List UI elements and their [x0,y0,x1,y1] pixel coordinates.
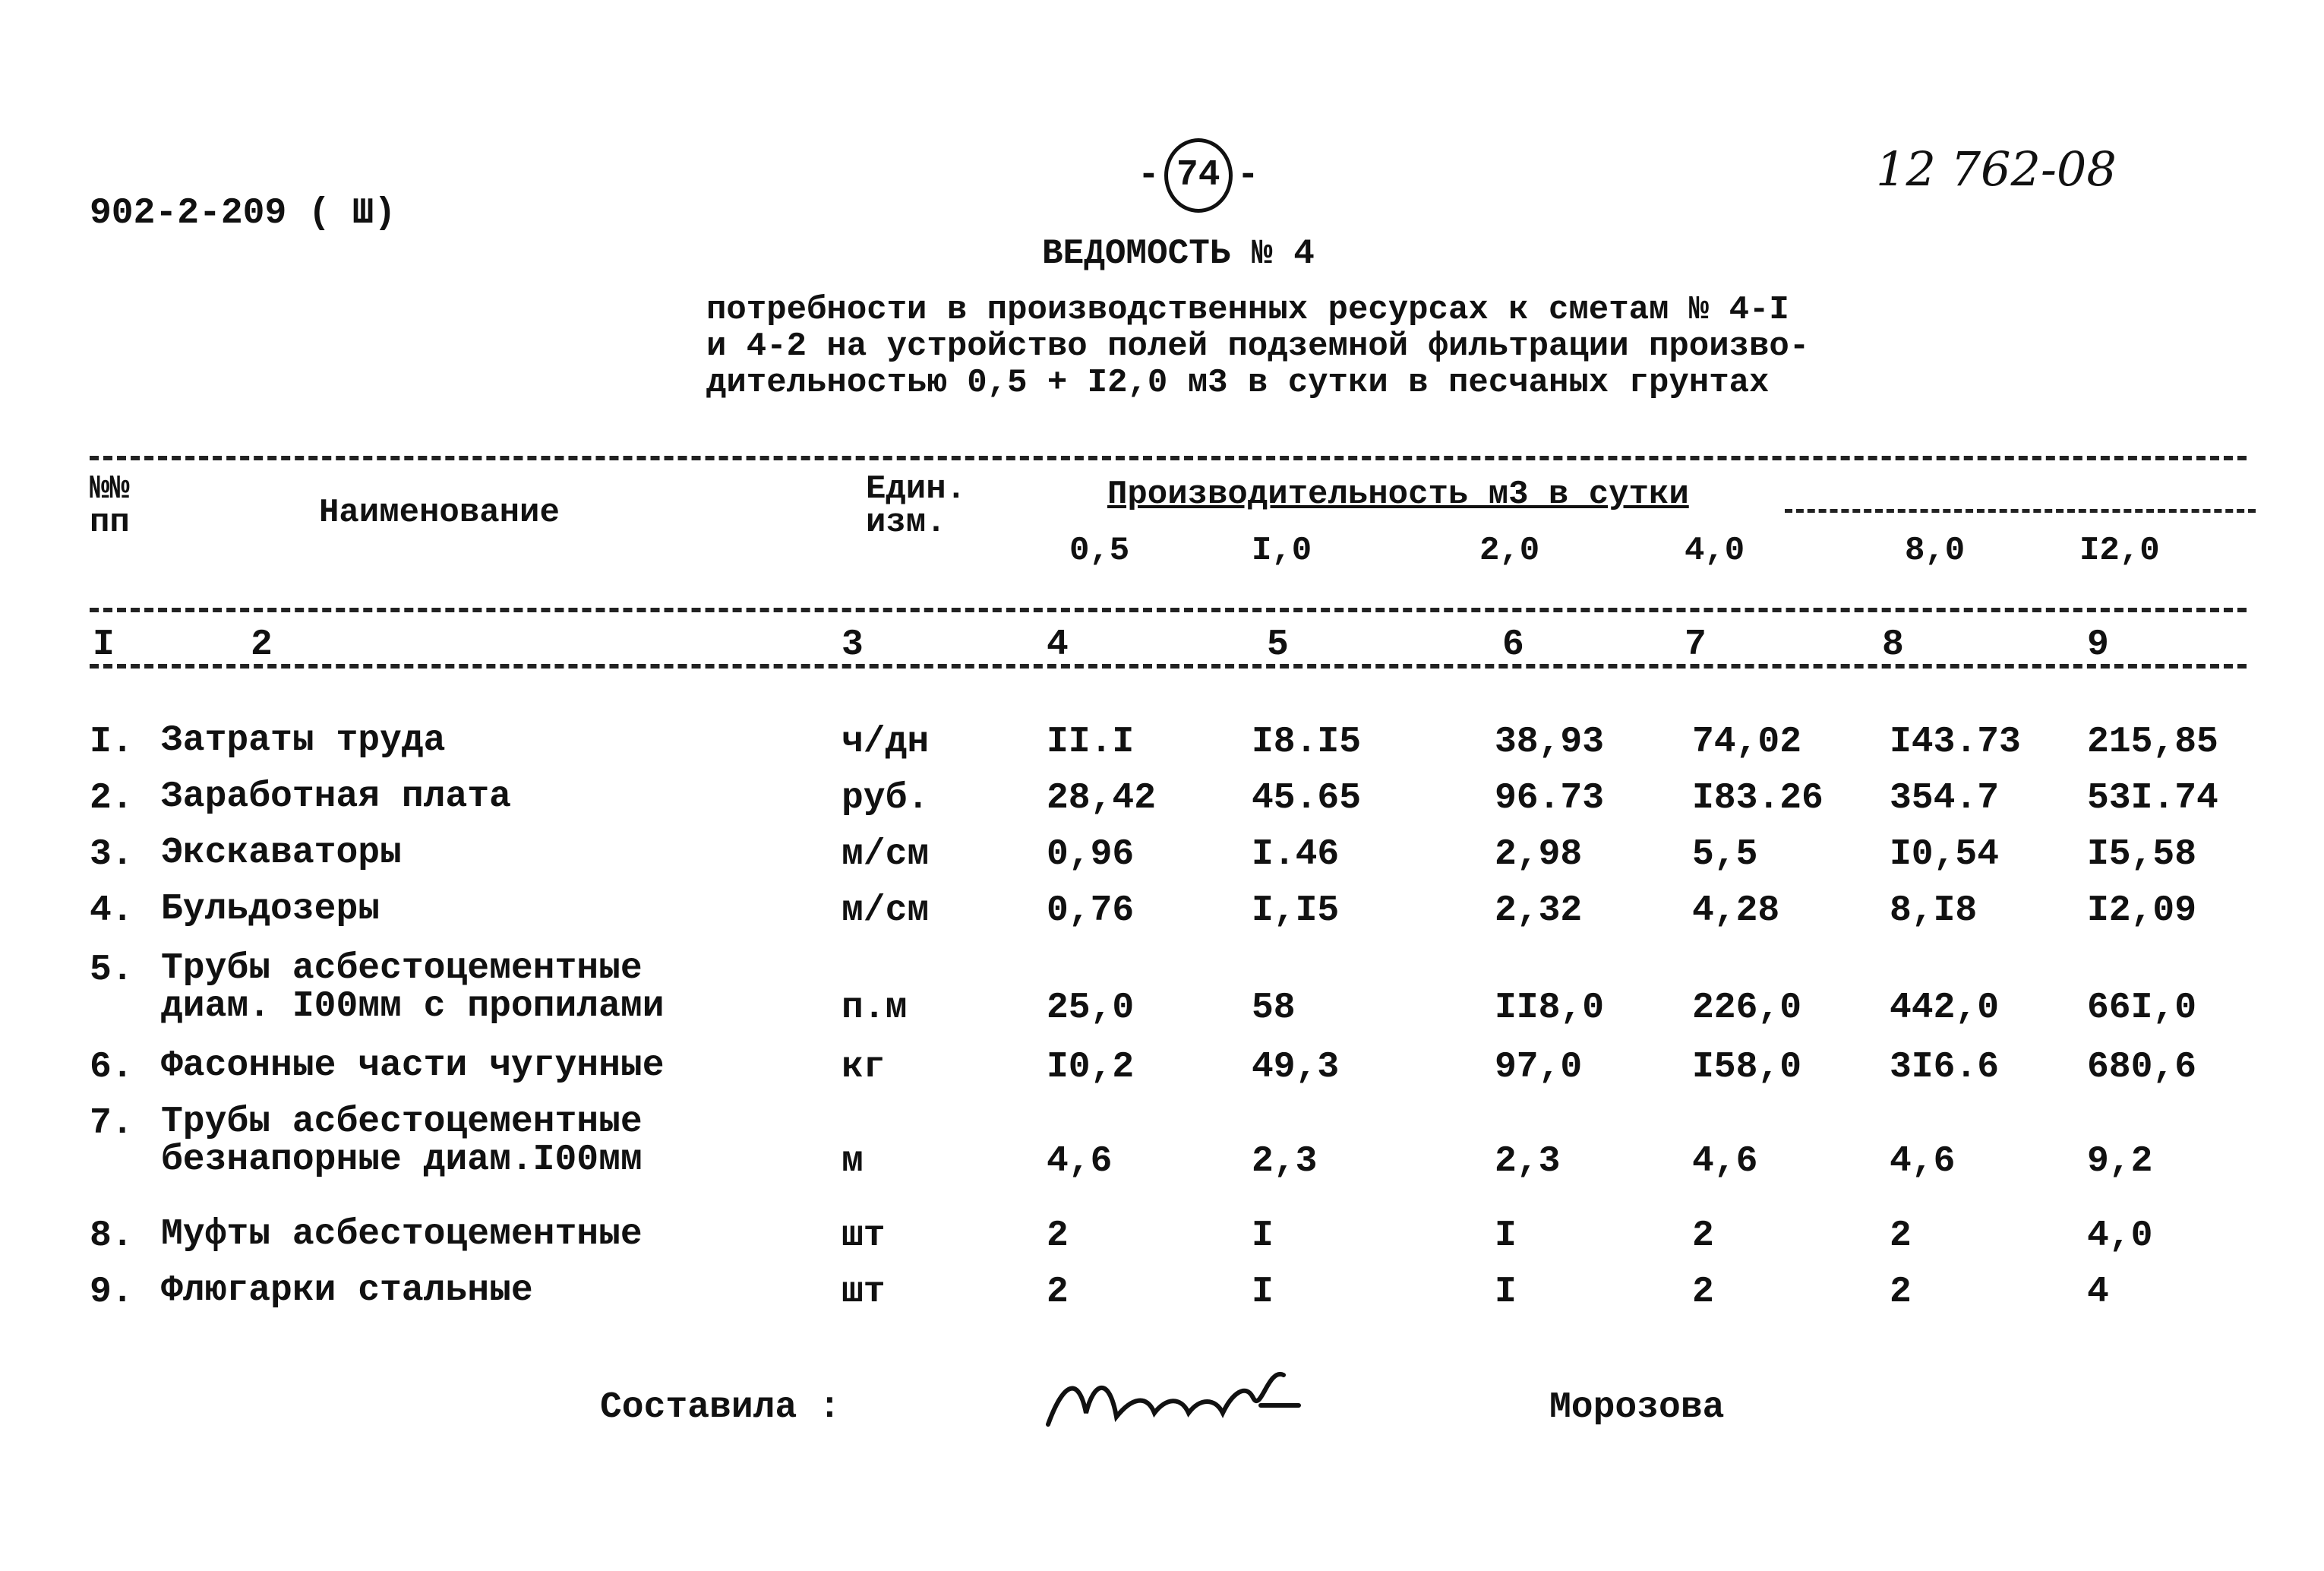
row-value: 58 [1252,988,1296,1029]
row-value: 2 [1047,1272,1069,1313]
column-number: 4 [1047,624,1069,665]
document-subtitle [706,292,1809,401]
row-unit: шт [842,1272,886,1313]
row-name-line: Трубы асбестоцементные [161,948,643,989]
row-name [161,722,445,760]
row-value: 74,02 [1692,722,1802,763]
row-unit: руб. [842,778,930,819]
row-value: I0,54 [1890,834,2000,875]
column-number: 2 [251,624,273,665]
row-number: 2. [90,778,134,819]
row-value: 354.7 [1890,778,2000,819]
row-name [161,1215,643,1253]
row-value: 0,76 [1047,890,1135,931]
column-number: 3 [842,624,864,665]
column-header-number: №№ пп [90,470,130,542]
row-value: 2,3 [1252,1141,1318,1182]
row-number: 6. [90,1047,134,1088]
row-unit: м [842,1141,864,1182]
column-header-unit: Един. изм. [866,470,967,542]
row-value: 28,42 [1047,778,1157,819]
row-name [161,890,380,928]
row-value: II8,0 [1495,988,1605,1029]
row-unit: п.м [842,988,908,1029]
document-code: 902-2-209 ( Ш) [90,193,396,234]
row-value: II.I [1047,722,1135,763]
row-value: 680,6 [2087,1047,2197,1088]
row-value: 9,2 [2087,1141,2153,1182]
row-value: 2 [1890,1272,1912,1313]
page-prefix: - [1138,155,1160,196]
row-value: 66I,0 [2087,988,2197,1029]
row-name-line: Флюгарки стальные [161,1270,533,1311]
capacity-header: I2,0 [2079,532,2160,570]
row-value: I0,2 [1047,1047,1135,1088]
row-name-line: Трубы асбестоцементные [161,1102,643,1143]
subtitle-line: дительностью 0,5 + I2,0 м3 в сутки в песчаных грунтах [706,364,1770,402]
row-value: I.46 [1252,834,1340,875]
signature-image [1033,1352,1352,1443]
row-value: 2 [1047,1215,1069,1256]
row-value: 2,3 [1495,1141,1561,1182]
column-number: 9 [2087,624,2109,665]
row-name [161,1103,643,1179]
handwritten-registration-number: 12 762-08 [1876,141,2117,197]
row-value: 215,85 [2087,722,2218,763]
row-value: 97,0 [1495,1047,1583,1088]
column-header-name: Наименование [319,494,560,532]
row-value: 2 [1692,1272,1714,1313]
page-number: 74 [1164,138,1233,213]
row-name [161,778,511,816]
row-name-line: диам. I00мм с пропилами [161,986,665,1027]
row-number: 5. [90,950,134,991]
row-name [161,834,402,872]
column-header-capacity-group: Производительность м3 в сутки [1107,476,1689,514]
row-value: I58,0 [1692,1047,1802,1088]
row-value: 4,6 [1047,1141,1113,1182]
row-value: 2 [1692,1215,1714,1256]
document-title: ВЕДОМОСТЬ № 4 [1042,234,1315,273]
row-unit: м/см [842,834,930,875]
subtitle-line: и 4-2 на устройство полей подземной фильтрации произво- [706,327,1810,365]
row-name-line: безнапорные диам.I00мм [161,1140,643,1181]
row-name-line: Затраты труда [161,720,446,761]
row-value: 442,0 [1890,988,2000,1029]
row-value: I5,58 [2087,834,2197,875]
row-name [161,950,665,1026]
row-value: 4,28 [1692,890,1780,931]
row-name-line: Муфты асбестоцементные [161,1214,643,1255]
header-bottom-rule [90,608,2247,612]
row-number: 7. [90,1103,134,1144]
row-value: 96.73 [1495,778,1605,819]
row-value: 25,0 [1047,988,1135,1029]
row-value: 226,0 [1692,988,1802,1029]
row-name-line: Экскаваторы [161,833,402,874]
row-name [161,1047,665,1085]
row-number: I. [90,722,134,763]
row-value: 2,98 [1495,834,1583,875]
row-value: I43.73 [1890,722,2021,763]
row-name-line: Бульдозеры [161,889,380,930]
row-value: I83.26 [1692,778,1824,819]
row-number: 4. [90,890,134,931]
row-value: I [1495,1272,1517,1313]
row-value: 4,6 [1890,1141,1956,1182]
page-number-stamp [1138,138,1259,213]
capacity-header: 0,5 [1069,532,1130,570]
row-value: I [1495,1215,1517,1256]
row-number: 9. [90,1272,134,1313]
column-number: I [93,624,115,665]
page-suffix: - [1236,155,1259,196]
column-numbers-rule [90,664,2247,669]
row-value: 4,6 [1692,1141,1758,1182]
row-value: 49,3 [1252,1047,1340,1088]
column-number: 5 [1267,624,1289,665]
row-value: 53I.74 [2087,778,2218,819]
row-value: 2,32 [1495,890,1583,931]
row-number: 8. [90,1215,134,1256]
row-value: 38,93 [1495,722,1605,763]
row-value: 5,5 [1692,834,1758,875]
row-value: 0,96 [1047,834,1135,875]
row-value: I,I5 [1252,890,1340,931]
row-value: 4,0 [2087,1215,2153,1256]
row-value: I [1252,1215,1274,1256]
group-header-rule [1785,509,2256,513]
row-value: 8,I8 [1890,890,1978,931]
capacity-header: 8,0 [1905,532,1966,570]
column-number: 7 [1685,624,1707,665]
row-value: 2 [1890,1215,1912,1256]
compiler-name: Морозова [1549,1387,1725,1428]
column-number: 8 [1882,624,1904,665]
row-name-line: Заработная плата [161,776,511,817]
row-unit: м/см [842,890,930,931]
capacity-header: I,0 [1252,532,1312,570]
capacity-header: 4,0 [1685,532,1745,570]
row-value: 45.65 [1252,778,1362,819]
row-name-line: Фасонные части чугунные [161,1045,665,1086]
column-number: 6 [1502,624,1524,665]
capacity-header: 2,0 [1479,532,1540,570]
row-value: I2,09 [2087,890,2197,931]
row-value: 3I6.6 [1890,1047,2000,1088]
row-name [161,1272,533,1310]
row-value: I8.I5 [1252,722,1362,763]
row-unit: ч/дн [842,722,930,763]
row-unit: шт [842,1215,886,1256]
subtitle-line: потребности в производственных ресурсах к сметам № 4-I [706,291,1789,329]
row-number: 3. [90,834,134,875]
table-top-rule [90,456,2247,460]
row-value: I [1252,1272,1274,1313]
row-unit: кг [842,1047,886,1088]
row-value: 4 [2087,1272,2109,1313]
compiled-by-label: Составила : [600,1387,841,1428]
